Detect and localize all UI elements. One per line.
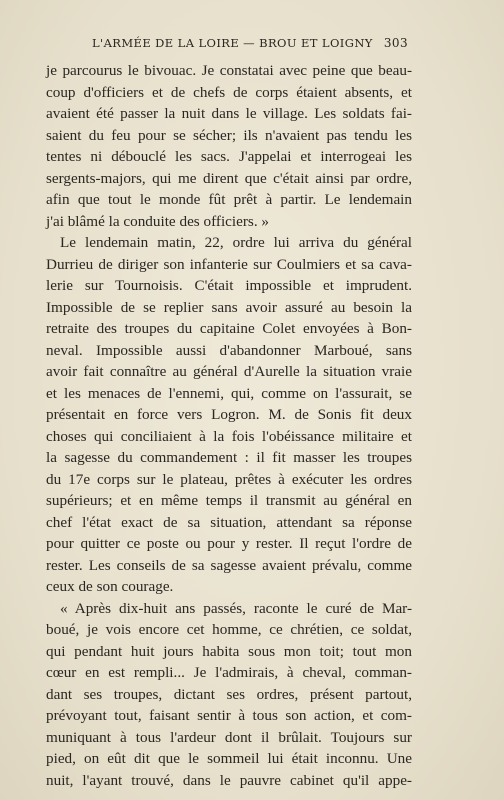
running-title: L'ARMÉE DE LA LOIRE — BROU ET LOIGNY (92, 36, 373, 50)
body-text (46, 60, 412, 791)
text-line: saient du feu pour se sécher; ils n'avaient pas tendu les (46, 126, 412, 144)
text-line: Impossible de se replier sans avoir assuré au besoin la (46, 298, 412, 316)
text-line: afin que tout le monde fût prêt à partir. Le lendemain (46, 191, 412, 208)
text-line: pour quitter ce poste ou pour y rester. Il reçut l'ordre de (46, 535, 412, 552)
text-line: la sagesse du commandement : il fit masser les troupes (46, 449, 412, 466)
text-line: supérieurs; et en même temps il transmit au général en (46, 492, 412, 509)
text-line: Durrieu de diriger son infanterie sur Coulmiers et sa cava- (46, 255, 412, 273)
text-line: choses qui conciliaient à la fois l'obéissance militaire et (46, 427, 412, 445)
text-line: qui pendant huit jours habita sous mon toit; tout mon (46, 642, 412, 660)
running-header (92, 36, 408, 50)
text-line: neval. Impossible aussi d'abandonner Marboué, sans (46, 341, 412, 359)
text-line: Le lendemain matin, 22, ordre lui arriva du général (60, 234, 412, 251)
text-line: lerie sur Tournoisis. C'était impossible et imprudent. (46, 277, 412, 294)
text-line: ceux de son courage. (46, 578, 174, 595)
text-line: nuit, l'ayant trouvé, dans le pauvre cabinet qu'il appe- (46, 771, 412, 789)
text-line: dant ses troupes, dictant ses ordres, présent partout, (46, 685, 412, 703)
text-line: boué, je vois encore cet homme, ce chrétien, ce soldat, (46, 621, 412, 638)
text-line: muniquant à tous l'ardeur dont il brûlait. Toujours sur (46, 728, 412, 746)
text-line: sergents-majors, qui me dirent que c'était ainsi par ordre, (46, 169, 412, 187)
page-number: 303 (383, 36, 408, 50)
text-line: j'ai blâmé la conduite des officiers. » (46, 212, 270, 230)
text-line: présentait en force vers Logron. M. de Sonis fit deux (46, 406, 412, 423)
text-line: chef l'état exact de sa situation, attendant sa réponse (46, 513, 412, 531)
text-line: prévoyant tout, faisant sentir à tous son action, et com- (46, 707, 412, 724)
text-line: coup d'officiers et de chefs de corps étaient absents, et (46, 83, 412, 101)
text-line: avoir fait connaître au général d'Aurelle la situation vraie (46, 363, 412, 380)
text-line: retraite des troupes du capitaine Colet envoyées à Bon- (46, 320, 412, 337)
text-line: tentes ni débouclé les sacs. J'appelai et interrogeai les (46, 148, 412, 165)
text-line: je parcourus le bivouac. Je constatai avec peine que beau- (46, 62, 412, 79)
text-line: « Après dix-huit ans passés, raconte le curé de Mar- (60, 599, 412, 617)
text-line: du 17e corps sur le plateau, prêtes à exécuter les ordres (46, 470, 412, 488)
text-line: cœur en est rempli... Je l'admirais, à cheval, comman- (46, 664, 412, 681)
text-line: pied, on eût dit que le sommeil lui était inconnu. Une (46, 750, 412, 767)
text-line: et les menaces de l'ennemi, qui, comme on l'assurait, se (46, 384, 412, 402)
text-line: rester. Les conseils de sa sagesse avaient prévalu, comme (46, 556, 412, 574)
text-line: avaient été passer la nuit dans le village. Les soldats fai- (46, 105, 412, 122)
